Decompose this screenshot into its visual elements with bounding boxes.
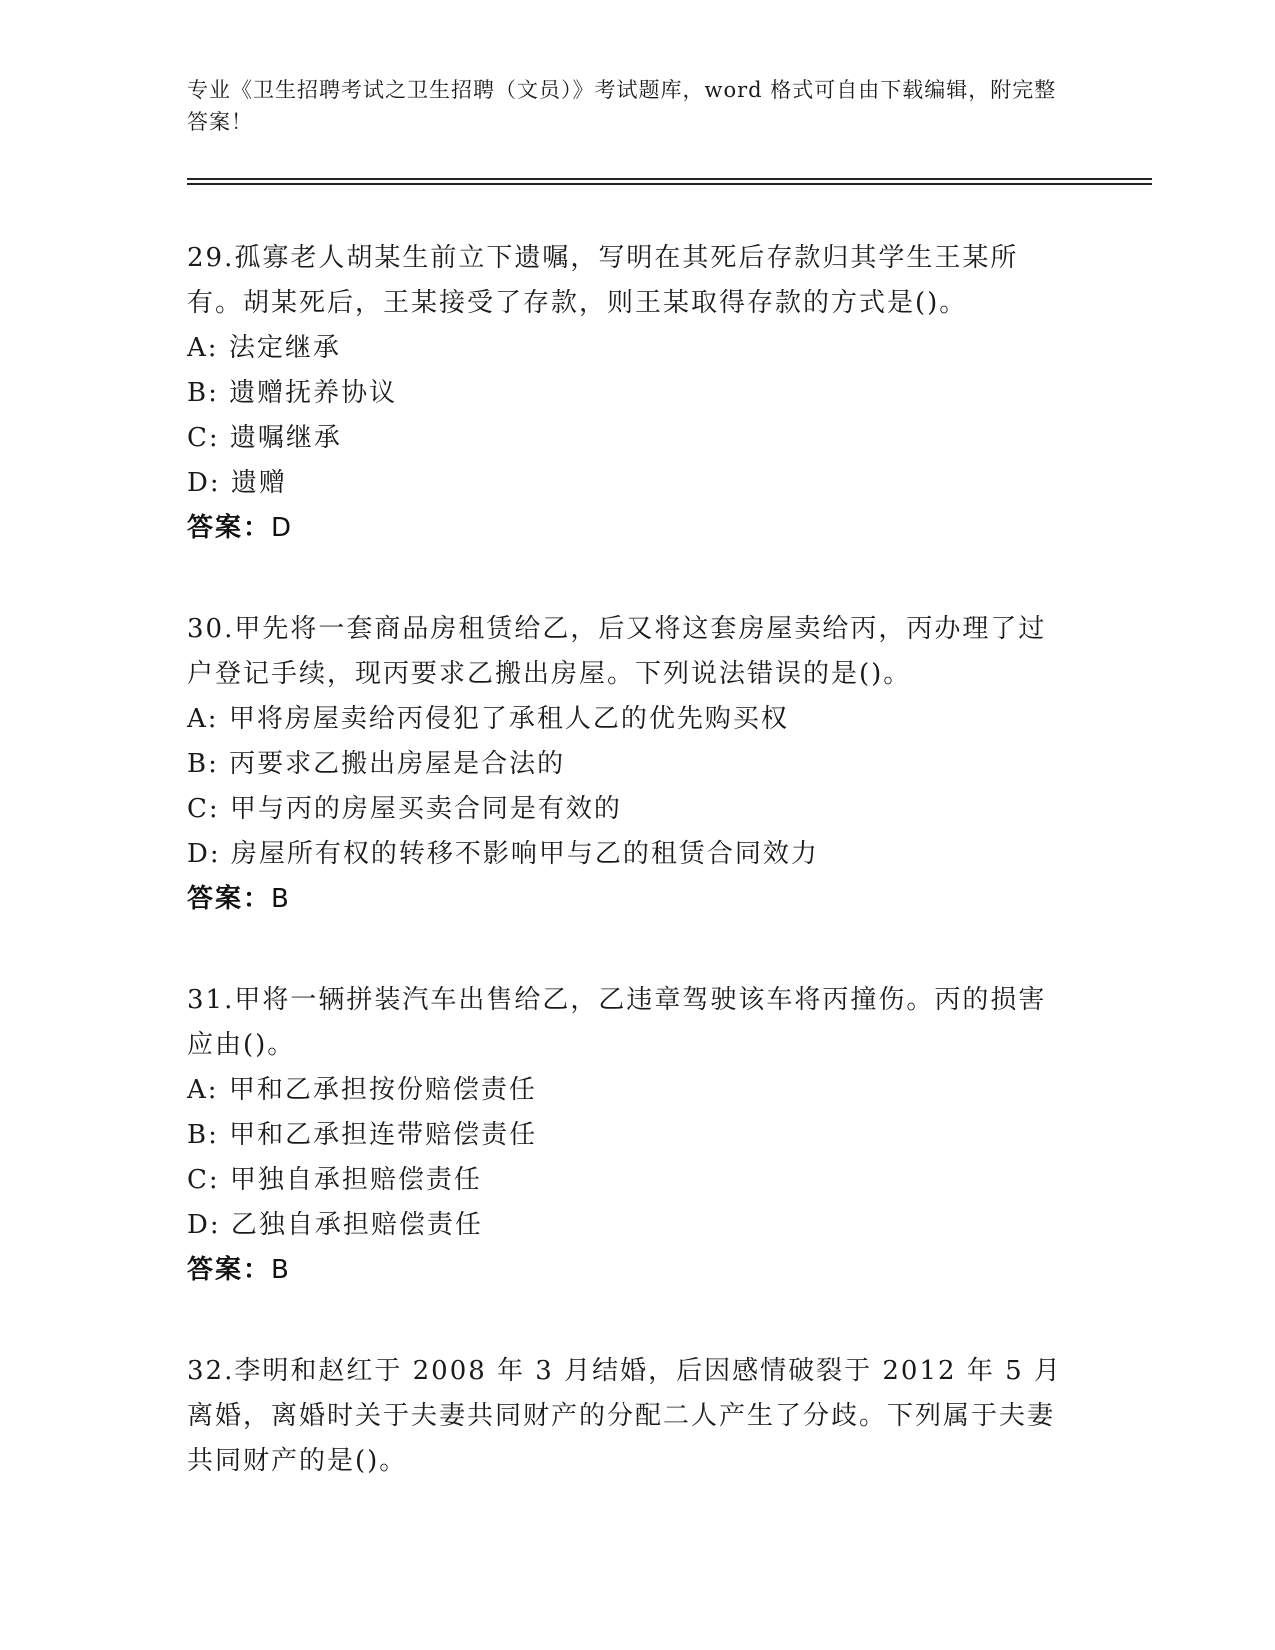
answer-value: B bbox=[271, 1255, 291, 1285]
answer-line: 答案：D bbox=[187, 513, 294, 543]
question-31 bbox=[187, 978, 1067, 1293]
answer-line: 答案：B bbox=[187, 884, 291, 914]
header-text: 专业《卫生招聘考试之卫生招聘（文员）》考试题库，word 格式可自由下载编辑，附完整答案！ bbox=[187, 78, 1057, 134]
question-32 bbox=[187, 1349, 1067, 1484]
answer-value: B bbox=[271, 884, 291, 914]
option-a: A: 法定继承 bbox=[187, 333, 341, 363]
option-a: A: 甲将房屋卖给丙侵犯了承租人乙的优先购买权 bbox=[187, 704, 789, 734]
answer-value: D bbox=[271, 513, 294, 543]
option-b: B: 甲和乙承担连带赔偿责任 bbox=[187, 1120, 538, 1150]
option-c: C: 甲与丙的房屋买卖合同是有效的 bbox=[187, 794, 622, 824]
question-stem: 32.李明和赵红于 2008 年 3 月结婚，后因感情破裂于 2012 年 5 月离婚，离婚时关于夫妻共同财产的分配二人产生了分歧。下列属于夫妻共同财产的是()。 bbox=[187, 1356, 1062, 1476]
option-c: C: 甲独自承担赔偿责任 bbox=[187, 1165, 482, 1195]
question-list bbox=[187, 236, 1067, 1540]
question-29 bbox=[187, 236, 1067, 551]
option-d: D: 乙独自承担赔偿责任 bbox=[187, 1210, 483, 1240]
option-d: D: 遗赠 bbox=[187, 468, 287, 498]
header-divider-top bbox=[187, 178, 1152, 180]
option-a: A: 甲和乙承担按份赔偿责任 bbox=[187, 1075, 537, 1105]
question-30 bbox=[187, 607, 1067, 922]
header-divider-bottom bbox=[187, 183, 1152, 185]
option-c: C: 遗嘱继承 bbox=[187, 423, 342, 453]
option-b: B: 遗赠抚养协议 bbox=[187, 378, 398, 408]
option-d: D: 房屋所有权的转移不影响甲与乙的租赁合同效力 bbox=[187, 839, 819, 869]
document-header bbox=[187, 74, 1067, 138]
question-stem: 29.孤寡老人胡某生前立下遗嘱，写明在其死后存款归其学生王某所有。胡某死后，王某接受了存款，则王某取得存款的方式是()。 bbox=[187, 243, 1019, 318]
question-stem: 30.甲先将一套商品房租赁给乙，后又将这套房屋卖给丙，丙办理了过户登记手续，现丙要求乙搬出房屋。下列说法错误的是()。 bbox=[187, 614, 1047, 689]
answer-line: 答案：B bbox=[187, 1255, 291, 1285]
option-b: B: 丙要求乙搬出房屋是合法的 bbox=[187, 749, 566, 779]
question-stem: 31.甲将一辆拼装汽车出售给乙，乙违章驾驶该车将丙撞伤。丙的损害应由()。 bbox=[187, 985, 1047, 1060]
